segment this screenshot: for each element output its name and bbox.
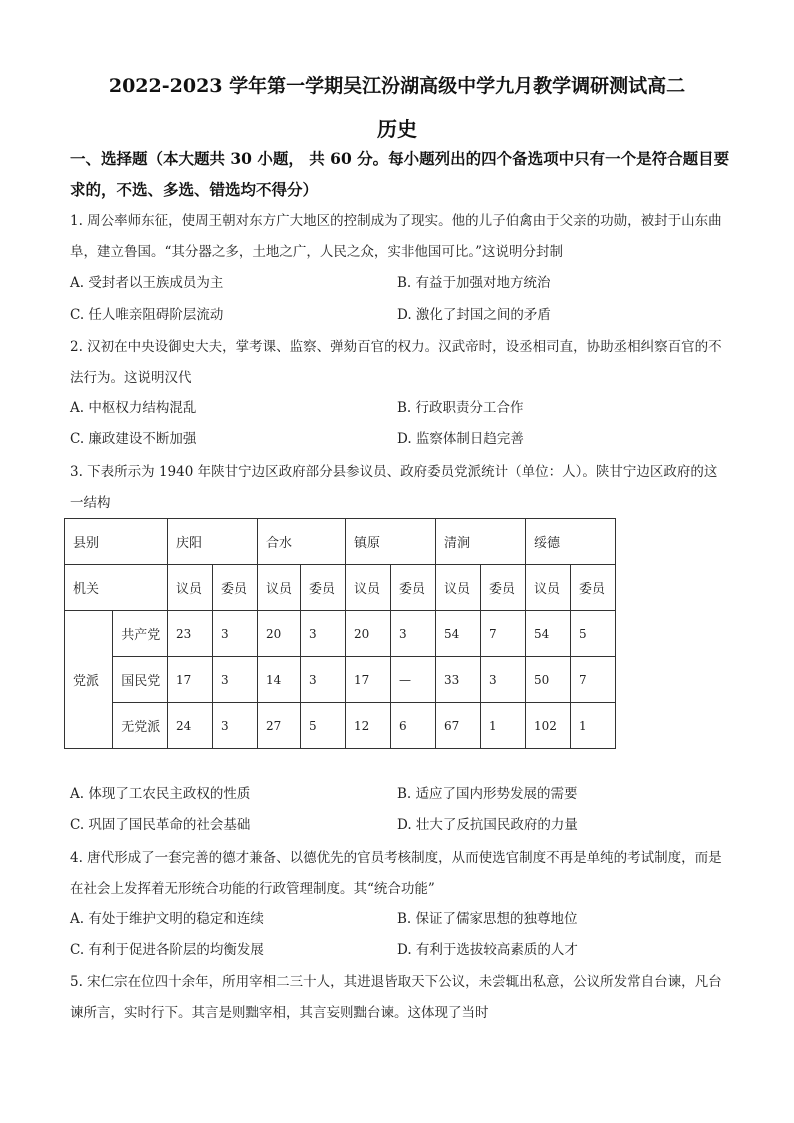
table-cell: 3 <box>301 611 346 657</box>
county-name: 合水 <box>258 519 346 565</box>
q2-option-a: A. 中枢权力结构混乱 <box>70 400 197 416</box>
party-statistics-table <box>64 518 616 749</box>
table-cell: 12 <box>346 703 391 749</box>
question-4-stem: 4. 唐代形成了一套完善的德才兼备、以德优先的官员考核制度，从而使选官制度不再是单纯的考试制度，而是在社会上发挥着无形统合功能的行政管理制度。其“统合功能” <box>70 850 722 897</box>
table-cell: 20 <box>258 611 301 657</box>
table-cell: 14 <box>258 657 301 703</box>
table-row <box>65 519 616 565</box>
table-cell: 1 <box>571 703 616 749</box>
county-header: 县别 <box>65 519 168 565</box>
table-row <box>65 703 616 749</box>
table-row <box>65 611 616 657</box>
q1-option-b: B. 有益于加强对地方统治 <box>397 275 551 291</box>
party-name: 共产党 <box>113 611 168 657</box>
q1-option-a: A. 受封者以王族成员为主 <box>70 275 224 291</box>
table-cell: 23 <box>168 611 213 657</box>
committee-header: 委员 <box>213 565 258 611</box>
question-3-stem: 3. 下表所示为 1940 年陕甘宁边区政府部分县参议员、政府委员党派统计（单位：人）。陕甘宁边区政府的这一结构 <box>70 464 718 511</box>
table-cell: 3 <box>213 611 258 657</box>
q1-option-c: C. 任人唯亲阻碍阶层流动 <box>70 307 224 323</box>
q3-option-a: A. 体现了工农民主政权的性质 <box>70 786 251 802</box>
table-cell: 3 <box>301 657 346 703</box>
question-2-stem: 2. 汉初在中央设御史大夫，掌考课、监察、弹劾百官的权力。汉武帝时，设丞相司直，协助丞相纠察百官的不法行为。这说明汉代 <box>70 339 722 386</box>
committee-header: 委员 <box>571 565 616 611</box>
table-cell: 7 <box>571 657 616 703</box>
question-5-stem: 5. 宋仁宗在位四十余年，所用宰相二三十人，其进退皆取天下公议，未尝辄出私意，公议所发常自台谏，凡台谏所言，实时行下。其言是则黜宰相，其言妄则黜台谏。这体现了当时 <box>70 974 722 1021</box>
table-cell: 7 <box>481 611 526 657</box>
q3-option-c: C. 巩固了国民革命的社会基础 <box>70 817 251 833</box>
q4-option-a: A. 有处于维护文明的稳定和连续 <box>70 911 264 927</box>
councillor-header: 议员 <box>526 565 571 611</box>
table-cell: 3 <box>481 657 526 703</box>
table-cell: 17 <box>346 657 391 703</box>
q2-option-b: B. 行政职责分工合作 <box>397 400 524 416</box>
table-row <box>65 657 616 703</box>
councillor-header: 议员 <box>436 565 481 611</box>
councillor-header: 议员 <box>168 565 213 611</box>
county-name: 庆阳 <box>168 519 258 565</box>
table-cell: 3 <box>391 611 436 657</box>
table-cell: — <box>391 657 436 703</box>
table-cell: 33 <box>436 657 481 703</box>
q4-option-d: D. 有利于选拔较高素质的人才 <box>397 942 578 958</box>
councillor-header: 议员 <box>346 565 391 611</box>
county-name: 绥德 <box>526 519 616 565</box>
table-cell: 5 <box>571 611 616 657</box>
table-cell: 54 <box>436 611 481 657</box>
table-cell: 102 <box>526 703 571 749</box>
table-cell: 3 <box>213 703 258 749</box>
committee-header: 委员 <box>301 565 346 611</box>
exam-title: 2022-2023 学年第一学期吴江汾湖高级中学九月教学调研测试高二 <box>108 75 686 97</box>
q3-option-d: D. 壮大了反抗国民政府的力量 <box>397 817 578 833</box>
table-cell: 54 <box>526 611 571 657</box>
table-cell: 67 <box>436 703 481 749</box>
table-cell: 1 <box>481 703 526 749</box>
q2-option-d: D. 监察体制日趋完善 <box>397 431 524 447</box>
committee-header: 委员 <box>481 565 526 611</box>
q2-option-c: C. 廉政建设不断加强 <box>70 431 197 447</box>
q4-option-b: B. 保证了儒家思想的独尊地位 <box>397 911 578 927</box>
party-name: 国民党 <box>113 657 168 703</box>
table-cell: 24 <box>168 703 213 749</box>
office-header: 机关 <box>65 565 168 611</box>
exam-subject: 历史 <box>377 117 417 141</box>
committee-header: 委员 <box>391 565 436 611</box>
table-cell: 6 <box>391 703 436 749</box>
q1-option-d: D. 激化了封国之间的矛盾 <box>397 307 551 323</box>
party-name: 无党派 <box>113 703 168 749</box>
table-cell: 3 <box>213 657 258 703</box>
table-cell: 17 <box>168 657 213 703</box>
q3-option-b: B. 适应了国内形势发展的需要 <box>397 786 578 802</box>
table-cell: 5 <box>301 703 346 749</box>
table-row <box>65 565 616 611</box>
county-name: 清涧 <box>436 519 526 565</box>
county-name: 镇原 <box>346 519 436 565</box>
q4-option-c: C. 有利于促进各阶层的均衡发展 <box>70 942 264 958</box>
councillor-header: 议员 <box>258 565 301 611</box>
table-cell: 50 <box>526 657 571 703</box>
question-1-stem: 1. 周公率师东征，使周王朝对东方广大地区的控制成为了现实。他的儿子伯禽由于父亲的功勋，被封于山东曲阜，建立鲁国。“其分器之多，土地之广，人民之众，实非他国可比。”这说明分封制 <box>70 213 722 260</box>
section-heading: 一、选择题（本大题共 30 小题， 共 60 分。每小题列出的四个备选项中只有一个是符合题目要求的，不选、多选、错选均不得分） <box>70 149 730 199</box>
table-cell: 27 <box>258 703 301 749</box>
party-header: 党派 <box>65 611 113 749</box>
table-cell: 20 <box>346 611 391 657</box>
